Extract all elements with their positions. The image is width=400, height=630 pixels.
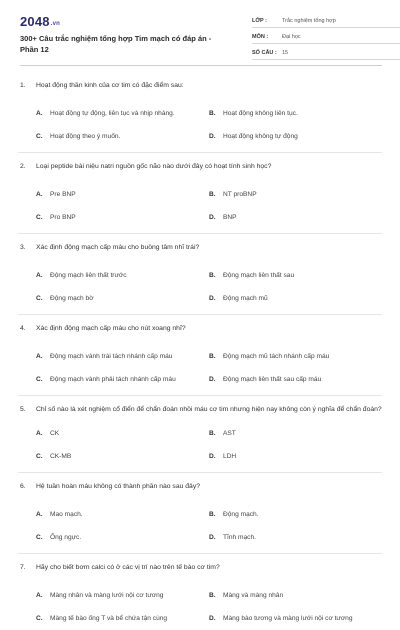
answer-option[interactable] xyxy=(209,526,382,549)
option-text: CK-MB xyxy=(50,453,72,460)
option-text: Động mạch vành phải tách nhánh cấp máu xyxy=(50,376,176,383)
option-letter: D. xyxy=(209,214,216,221)
option-letter: C. xyxy=(36,453,43,460)
answer-option[interactable] xyxy=(36,183,209,206)
question-number: 4. xyxy=(20,325,26,332)
question-7 xyxy=(20,554,382,630)
option-text: Động mạch liên thất trước xyxy=(50,272,127,279)
question-2 xyxy=(20,153,382,234)
option-letter: D. xyxy=(209,133,216,140)
option-text: BNP xyxy=(223,214,237,221)
meta-label: SỐ CÂU : xyxy=(252,50,277,56)
option-text: LDH xyxy=(223,453,237,460)
option-letter: C. xyxy=(36,295,43,302)
answer-option[interactable] xyxy=(209,264,382,287)
answer-option[interactable] xyxy=(209,125,382,148)
question-row xyxy=(20,80,382,91)
meta-value: Đại học xyxy=(282,34,301,40)
option-letter: C. xyxy=(36,133,43,140)
option-letter: D. xyxy=(209,534,216,541)
option-text: Hoạt động không liên tục. xyxy=(223,110,298,117)
option-letter: A. xyxy=(36,191,43,198)
question-list xyxy=(20,80,382,630)
option-text: Hoạt động không tự động xyxy=(223,133,298,140)
option-letter: C. xyxy=(36,214,43,221)
option-letter: A. xyxy=(36,592,43,599)
meta-row-count xyxy=(252,44,400,60)
question-row xyxy=(20,404,382,415)
header-divider xyxy=(20,65,382,66)
answer-option[interactable] xyxy=(209,345,382,368)
question-text: Loại peptide bài niệu natri nguồn gốc não nào dưới đây có hoạt tính sinh học? xyxy=(36,163,272,170)
answer-option[interactable] xyxy=(36,345,209,368)
option-text: Pre BNP xyxy=(50,191,76,198)
question-row xyxy=(20,323,382,334)
answer-options xyxy=(36,102,382,148)
brand-name: 2048 xyxy=(20,14,50,29)
option-letter: B. xyxy=(209,110,216,117)
option-letter: B. xyxy=(209,272,216,279)
option-letter: D. xyxy=(209,615,216,622)
option-letter: D. xyxy=(209,453,216,460)
question-text: Hệ tuần hoàn máu không có thành phần nào sau đây? xyxy=(36,483,201,490)
option-text: Động mạch bờ xyxy=(50,295,94,302)
answer-option[interactable] xyxy=(209,183,382,206)
question-number: 5. xyxy=(20,406,26,413)
meta-row-subject xyxy=(252,28,400,44)
meta-value: Trắc nghiệm tổng hợp xyxy=(282,18,336,24)
option-text: Ống ngực. xyxy=(50,534,82,541)
meta-label: LỚP : xyxy=(252,18,267,24)
meta-row-class xyxy=(252,12,400,28)
question-text: Hoạt động thần kinh của cơ tim có đặc điểm sau: xyxy=(36,82,184,89)
option-text: Pro BNP xyxy=(50,214,76,221)
question-number: 1. xyxy=(20,82,26,89)
answer-options xyxy=(36,503,382,549)
meta-label: MÔN : xyxy=(252,34,269,40)
question-number: 7. xyxy=(20,564,26,571)
option-letter: C. xyxy=(36,534,43,541)
option-text: Động mạch liên thất sau xyxy=(223,272,295,279)
answer-option[interactable] xyxy=(36,422,209,445)
answer-options xyxy=(36,183,382,229)
answer-options xyxy=(36,422,382,468)
answer-options xyxy=(36,345,382,391)
answer-option[interactable] xyxy=(36,287,209,310)
answer-option[interactable] xyxy=(36,206,209,229)
answer-option[interactable] xyxy=(209,368,382,391)
option-letter: B. xyxy=(209,191,216,198)
brand-suffix: .vn xyxy=(50,21,61,27)
option-letter: D. xyxy=(209,376,216,383)
option-text: Mao mạch. xyxy=(50,511,83,518)
option-text: Động mạch vành trái tách nhánh cấp máu xyxy=(50,353,173,360)
question-row xyxy=(20,481,382,492)
question-row xyxy=(20,562,382,573)
question-row xyxy=(20,161,382,172)
answer-option[interactable] xyxy=(209,503,382,526)
question-number: 6. xyxy=(20,483,26,490)
answer-option[interactable] xyxy=(36,503,209,526)
option-letter: D. xyxy=(209,295,216,302)
question-4 xyxy=(20,315,382,396)
option-text: Động mạch liên thất sau cấp máu xyxy=(223,376,322,383)
option-letter: C. xyxy=(36,376,43,383)
option-letter: A. xyxy=(36,353,43,360)
question-text: Hãy cho biết bơm calci có ở các vị trí nào trên tế bào cơ tim? xyxy=(36,564,220,571)
answer-option[interactable] xyxy=(36,264,209,287)
option-text: Màng nhân và màng lưới nội cơ tương xyxy=(50,592,164,599)
question-number: 3. xyxy=(20,244,26,251)
option-text: AST xyxy=(223,430,236,437)
option-text: Hoạt động tự động, liên tục và nhịp nhàng. xyxy=(50,110,175,117)
answer-option[interactable] xyxy=(209,206,382,229)
question-5 xyxy=(20,396,382,473)
answer-option[interactable] xyxy=(209,287,382,310)
option-text: Hoạt động theo ý muốn. xyxy=(50,133,121,140)
answer-options xyxy=(36,584,382,630)
option-letter: A. xyxy=(36,430,43,437)
option-text: Động mạch mũ xyxy=(223,295,268,302)
answer-option[interactable] xyxy=(36,125,209,148)
answer-option[interactable] xyxy=(36,607,209,630)
answer-option[interactable] xyxy=(209,102,382,125)
question-3 xyxy=(20,234,382,315)
answer-option[interactable] xyxy=(209,584,382,607)
answer-options xyxy=(36,264,382,310)
brand-logo[interactable] xyxy=(20,14,60,29)
question-1 xyxy=(20,80,382,153)
question-number: 2. xyxy=(20,163,26,170)
answer-option[interactable] xyxy=(36,102,209,125)
answer-option[interactable] xyxy=(36,445,209,468)
option-text: Động mạch mũ tách nhánh cấp máu xyxy=(223,353,330,360)
answer-option[interactable] xyxy=(209,422,382,445)
answer-option[interactable] xyxy=(209,607,382,630)
question-row xyxy=(20,242,382,253)
document-title: 300+ Câu trắc nghiệm tổng hợp Tim mạch có đáp án - Phần 12 xyxy=(20,34,212,54)
option-letter: B. xyxy=(209,592,216,599)
option-letter: C. xyxy=(36,615,43,622)
question-text: Chỉ số nào là xét nghiệm cổ điển để chẩn đoán nhồi máu cơ tim nhưng hiện nay không còn ý nghĩa để chẩn đoán? xyxy=(36,406,382,413)
option-letter: B. xyxy=(209,353,216,360)
option-text: Tĩnh mạch. xyxy=(223,534,256,541)
option-letter: A. xyxy=(36,272,43,279)
option-text: CK xyxy=(50,430,60,437)
option-text: Động mạch. xyxy=(223,511,259,518)
option-text: Màng và màng nhân xyxy=(223,592,284,599)
document-header xyxy=(20,0,382,62)
option-text: Màng bào tương và màng lưới nội cơ tương xyxy=(223,615,353,622)
answer-option[interactable] xyxy=(36,526,209,549)
meta-value: 15 xyxy=(282,50,289,56)
option-letter: B. xyxy=(209,430,216,437)
option-letter: A. xyxy=(36,110,43,117)
question-text: Xác định động mạch cấp máu cho nút xoang nhĩ? xyxy=(36,325,186,332)
answer-option[interactable] xyxy=(36,584,209,607)
option-letter: B. xyxy=(209,511,216,518)
document-meta xyxy=(252,12,400,60)
option-text: Màng tế bào ống T và bể chứa tận cùng xyxy=(50,615,168,622)
question-6 xyxy=(20,473,382,554)
option-text: NT proBNP xyxy=(223,191,257,198)
answer-option[interactable] xyxy=(36,368,209,391)
option-letter: A. xyxy=(36,511,43,518)
question-text: Xác định động mạch cấp máu cho buồng tâm nhĩ trái? xyxy=(36,244,200,251)
answer-option[interactable] xyxy=(209,445,382,468)
